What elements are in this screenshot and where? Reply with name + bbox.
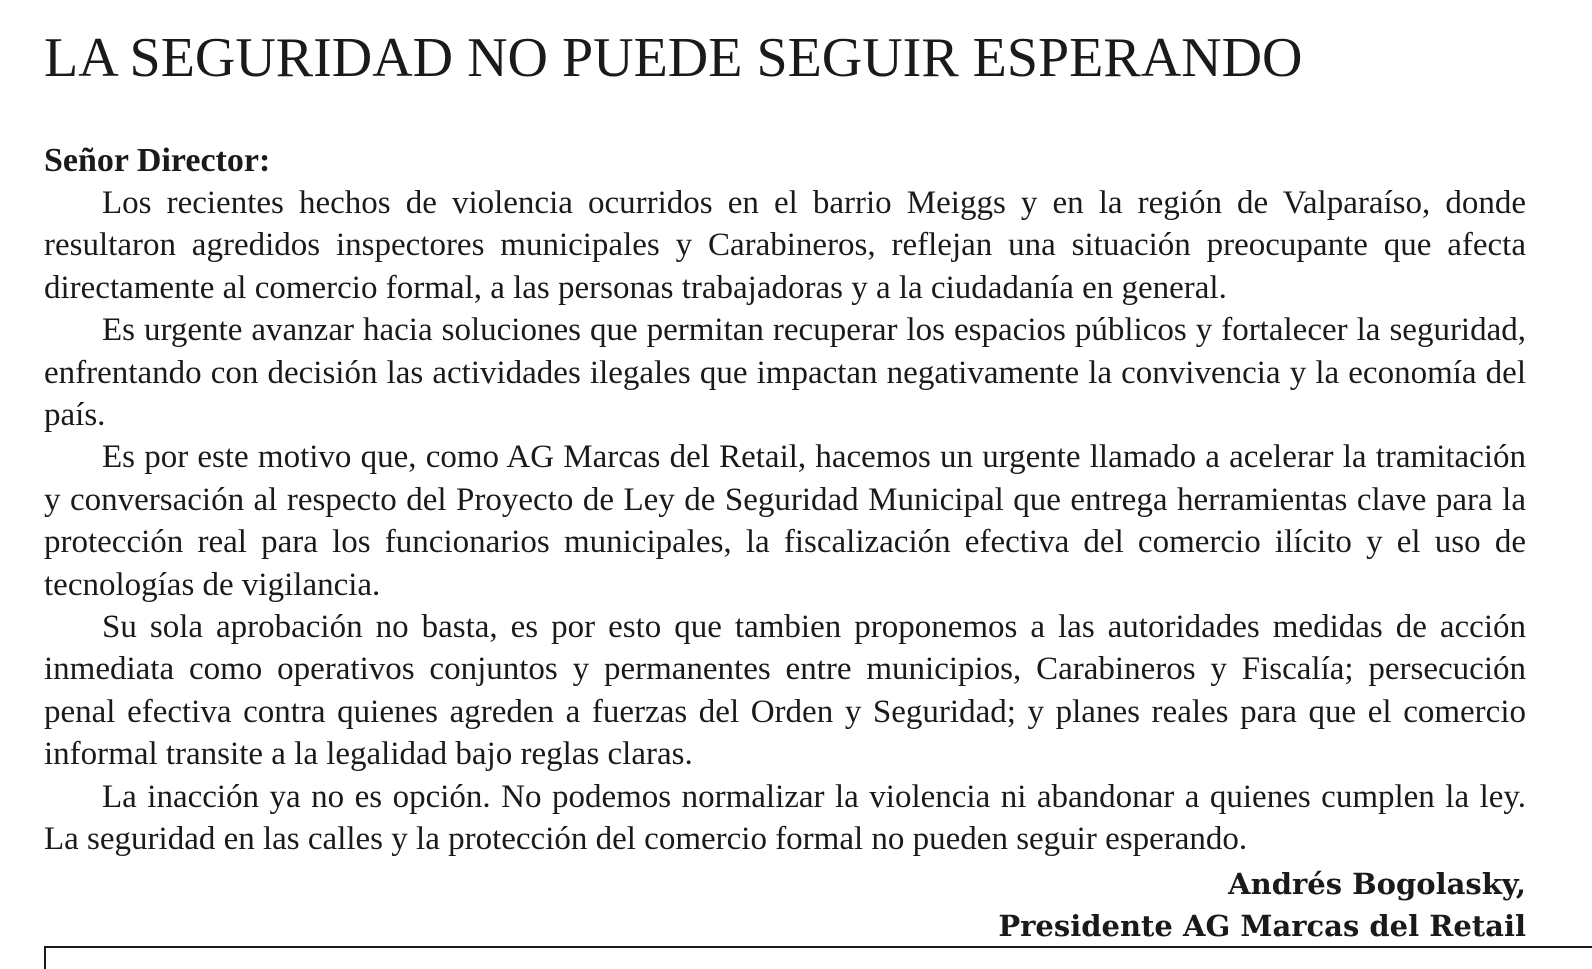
paragraph: La inacción ya no es opción. No podemos normalizar la violencia ni abandonar a quienes cumplen la ley. La seguridad en las calles y la protección del comercio formal no pueden seguir esperando.: [44, 778, 1526, 858]
letter-article: [44, 0, 1526, 947]
paragraph: Los recientes hechos de violencia ocurridos en el barrio Meiggs y en la región de Valparaíso, donde resultaron agredidos inspectores municipales y Carabineros, reflejan una situación preocupante que afecta directamente al comercio formal, a las personas trabajadoras y a la ciudadanía en general.: [44, 185, 1526, 306]
bottom-divider: [44, 946, 1592, 948]
signature-block: [44, 863, 1526, 947]
paragraph: Su sola aprobación no basta, es por esto que tambien proponemos a las autoridades medidas de acción inmediata como operativos conjuntos y permanentes entre municipios, Carabineros y Fiscalía; persecución penal efectiva contra quienes agreden a fuerzas del Orden y Seguridad; y planes reales para que el comercio informal transite a la legalidad bajo reglas claras.: [44, 609, 1526, 773]
divider-corner: [44, 946, 46, 969]
paragraph: Es por este motivo que, como AG Marcas del Retail, hacemos un urgente llamado a acelerar la tramitación y conversación al respecto del Proyecto de Ley de Seguridad Municipal que entrega herramientas clave para la protección real para los funcionarios municipales, la fiscalización efectiva del comercio ilícito y el uso de tecnologías de vigilancia.: [44, 439, 1526, 603]
headline: LA SEGURIDAD NO PUEDE SEGUIR ESPERANDO: [44, 27, 1303, 89]
signature-name: Andrés Bogolasky,: [1228, 866, 1526, 901]
signature-title: Presidente AG Marcas del Retail: [998, 908, 1526, 943]
salutation: Señor Director:: [44, 142, 271, 179]
paragraph: Es urgente avanzar hacia soluciones que permitan recuperar los espacios públicos y fortalecer la seguridad, enfrentando con decisión las actividades ilegales que impactan negativamente la convivencia y la economía del país.: [44, 312, 1526, 434]
letter-body: [44, 182, 1526, 861]
